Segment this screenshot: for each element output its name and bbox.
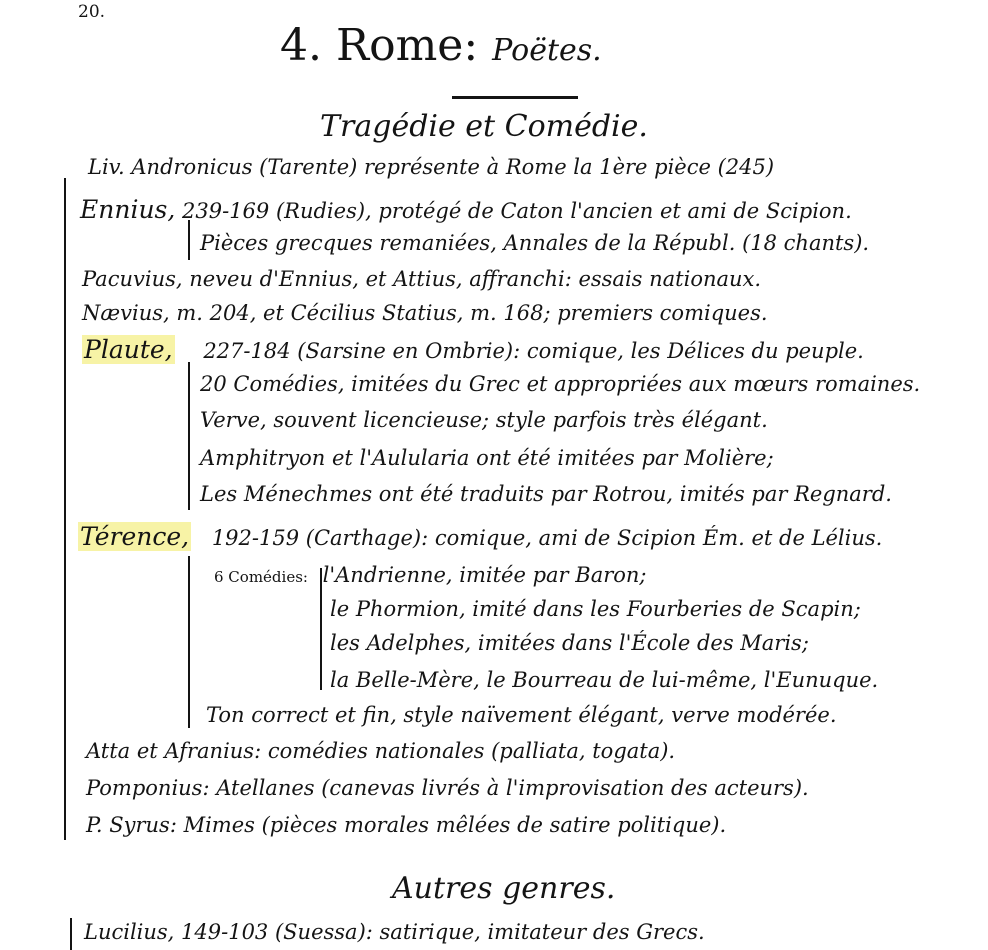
line-ennius (80, 197, 852, 222)
page-number: 20. (78, 2, 106, 22)
line-atta-afranius: Atta et Afranius: comédies nationales (palliata, togata). (86, 739, 676, 763)
plaute-bracket (188, 362, 190, 510)
author-ennius: Ennius, (80, 195, 176, 224)
line-plaute-verve: Verve, souvent licencieuse; style parfois très élégant. (200, 408, 768, 432)
ennius-details: 239-169 (Rudies), protégé de Caton l'ancien et ami de Scipion. (182, 199, 852, 223)
line-phormion: le Phormion, imité dans les Fourberies de Scapin; (330, 597, 861, 621)
line-pomponius: Pomponius: Atellanes (canevas livrés à l'improvisation des acteurs). (86, 776, 809, 800)
author-terence-highlighted: Térence, (80, 522, 190, 551)
title-rule (452, 96, 578, 99)
plaute-details: 227-184 (Sarsine en Ombrie): comique, les Délices du peuple. (203, 339, 864, 363)
line-terence (78, 524, 882, 549)
line-pacuvius: Pacuvius, neveu d'Ennius, et Attius, affranchi: essais nationaux. (82, 267, 762, 291)
line-andronicus: Liv. Andronicus (Tarente) représente à Rome la 1ère pièce (245) (88, 155, 775, 179)
section-heading-other: Autres genres. (392, 871, 616, 906)
line-lucilius: Lucilius, 149-103 (Suessa): satirique, imitateur des Grecs. (84, 920, 705, 944)
ennius-bracket (188, 220, 190, 260)
terence-details: 192-159 (Carthage): comique, ami de Scipion Ém. et de Lélius. (211, 526, 883, 550)
lucilius-bracket (70, 918, 72, 950)
page-title (280, 20, 602, 71)
line-adelphes: les Adelphes, imitées dans l'École des Maris; (330, 631, 809, 655)
line-ennius-works: Pièces grecques remaniées, Annales de la Républ. (18 chants). (200, 231, 870, 255)
line-plaute-amphitryon: Amphitryon et l'Aulularia ont été imitées par Molière; (200, 446, 774, 470)
line-terence-style: Ton correct et fin, style naïvement élégant, verve modérée. (206, 703, 837, 727)
section-heading-tragedy: Tragédie et Comédie. (320, 109, 648, 144)
line-naevius: Nævius, m. 204, et Cécilius Statius, m. 168; premiers comiques. (82, 301, 768, 325)
title-main: 4. Rome: (280, 20, 479, 71)
line-plaute-comedies: 20 Comédies, imitées du Grec et appropriées aux mœurs romaines. (200, 372, 921, 396)
title-sub: Poëtes. (492, 33, 602, 68)
comedies-bracket (320, 568, 322, 690)
author-plaute-highlighted: Plaute, (84, 335, 173, 364)
line-syrus: P. Syrus: Mimes (pièces morales mêlées de satire politique). (86, 813, 727, 837)
terence-bracket (188, 556, 190, 728)
line-terence-comedies (214, 565, 647, 586)
outer-bracket (64, 178, 66, 840)
line-belle-mere: la Belle-Mère, le Bourreau de lui-même, l'Eunuque. (330, 668, 879, 692)
line-plaute-menechmes: Les Ménechmes ont été traduits par Rotrou, imités par Regnard. (200, 482, 892, 506)
line-plaute (82, 337, 864, 362)
andrienne: l'Andrienne, imitée par Baron; (322, 563, 647, 587)
comedies-label: 6 Comédies: (214, 568, 308, 586)
